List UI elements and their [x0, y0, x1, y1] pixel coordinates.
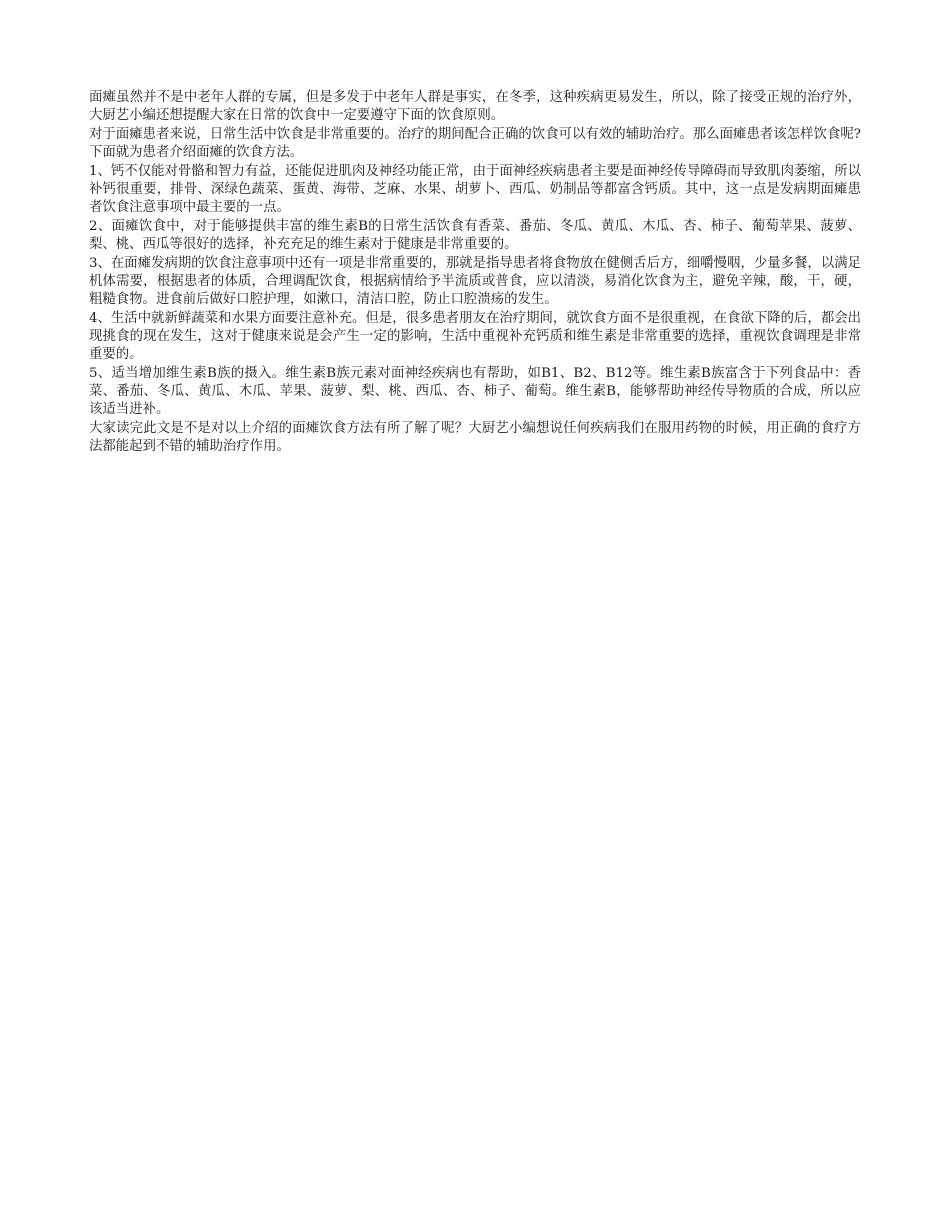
overview-paragraph: 对于面瘫患者来说，日常生活中饮食是非常重要的。治疗的期间配合正确的饮食可以有效的辅助治疗。那么面瘫患者该怎样饮食呢?下面就为患者介绍面瘫的饮食方法。: [89, 127, 861, 160]
tip-3-paragraph: 3、在面瘫发病期的饮食注意事项中还有一项是非常重要的，那就是指导患者将食物放在健侧舌后方，细嚼慢咽，少量多餐，以满足机体需要，根据患者的体质，合理调配饮食，根据病情给予半流质或普食，应以清淡，易消化饮食为主，避免辛辣，酸，干，硬，粗糙食物。进食前后做好口腔护理，如漱口，清洁口腔，防止口腔溃疡的发生。: [89, 256, 861, 307]
tip-2-paragraph: 2、面瘫饮食中，对于能够提供丰富的维生素B的日常生活饮食有香菜、番茄、冬瓜、黄瓜、木瓜、杏、柿子、葡萄苹果、菠萝、梨、桃、西瓜等很好的选择，补充充足的维生素对于健康是非常重要的。: [89, 219, 861, 252]
conclusion-paragraph: 大家读完此文是不是对以上介绍的面瘫饮食方法有所了解了呢？大厨艺小编想说任何疾病我们在服用药物的时候，用正确的食疗方法都能起到不错的辅助治疗作用。: [89, 421, 861, 454]
intro-paragraph: 面瘫虽然并不是中老年人群的专属，但是多发于中老年人群是事实，在冬季，这种疾病更易发生，所以，除了接受正规的治疗外，大厨艺小编还想提醒大家在日常的饮食中一定要遵守下面的饮食原则。: [89, 90, 861, 123]
tip-1-paragraph: 1、钙不仅能对骨骼和智力有益，还能促进肌肉及神经功能正常，由于面神经疾病患者主要是面神经传导障碍而导致肌肉萎缩，所以补钙很重要，排骨、深绿色蔬菜、蛋黄、海带、芝麻、水果、胡萝卜、西瓜、奶制品等都富含钙质。其中，这一点是发病期面瘫患者饮食注意事项中最主要的一点。: [89, 164, 861, 215]
tip-5-paragraph: 5、适当增加维生素B族的摄入。维生素B族元素对面神经疾病也有帮助，如B1、B2、B12等。维生素B族富含于下列食品中：香菜、番茄、冬瓜、黄瓜、木瓜、苹果、菠萝、梨、桃、西瓜、杏、柿子、葡萄。维生素B，能够帮助神经传导物质的合成，所以应该适当进补。: [89, 366, 861, 417]
tip-4-paragraph: 4、生活中就新鲜蔬菜和水果方面要注意补充。但是，很多患者朋友在治疗期间，就饮食方面不是很重视，在食欲下降的后，都会出现挑食的现在发生，这对于健康来说是会产生一定的影响，生活中重视补充钙质和维生素是非常重要的选择，重视饮食调理是非常重要的。: [89, 311, 861, 362]
document-body: [89, 89, 861, 456]
